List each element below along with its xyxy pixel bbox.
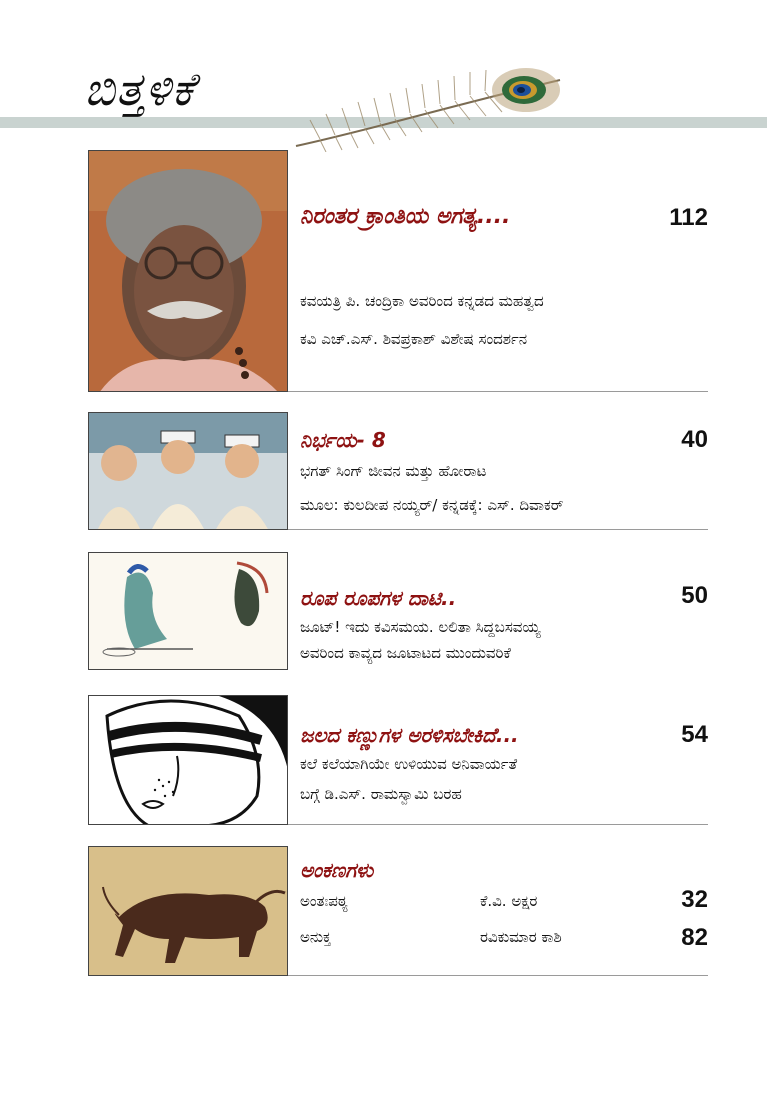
- entry-description: ಜೂಟ್! ಇದು ಕವಿಸಮಯ. ಲಲಿತಾ ಸಿದ್ದಬಸವಯ್ಯ: [300, 618, 541, 636]
- divider: [288, 391, 708, 392]
- bull-illustration: [88, 846, 288, 976]
- masthead-title: ಬಿತ್ತಳಿಕೆ: [84, 62, 195, 116]
- toc-entry[interactable]: [88, 552, 708, 670]
- divider: [288, 824, 708, 825]
- entry-title: ಜಲದ ಕಣ್ಣುಗಳ ಅರಳಿಸಬೇಕಿದೆ...: [300, 723, 519, 747]
- masthead: [0, 0, 767, 150]
- entry-description: ಅವರಿಂದ ಕಾವ್ಯದ ಜೂಟಾಟದ ಮುಂದುವರಿಕೆ: [300, 644, 511, 662]
- entry-description: ಮೂಲ: ಕುಲದೀಪ ನಯ್ಯರ್/ ಕನ್ನಡಕ್ಕೆ: ಎಸ್. ದಿವಾಕರ್: [300, 496, 564, 514]
- entry-description: ಭಗತ್ ಸಿಂಗ್ ಜೀವನ ಮತ್ತು ಹೋರಾಟ: [300, 462, 487, 480]
- peacock-feather-icon: [290, 60, 570, 152]
- entry-page-number: 54: [681, 721, 708, 748]
- columns-heading: ಅಂಕಣಗಳು: [300, 858, 374, 882]
- column-page-number: 32: [681, 886, 708, 913]
- entry-description: ಬಗ್ಗೆ ಡಿ.ಎಸ್. ರಾಮಸ್ವಾಮಿ ಬರಹ: [300, 785, 462, 803]
- divider: [288, 529, 708, 530]
- column-name: ಅನುಕ್ತ: [300, 928, 332, 946]
- entry-illustration: [88, 695, 288, 825]
- columns-section: [88, 846, 708, 976]
- entry-illustration: [88, 412, 288, 530]
- column-author: ರವಿಕುಮಾರ ಕಾಶಿ: [480, 928, 562, 946]
- entry-description: ಕಲೆ ಕಲೆಯಾಗಿಯೇ ಉಳಿಯುವ ಅನಿವಾರ್ಯತೆ: [300, 755, 518, 773]
- toc-entry[interactable]: [88, 695, 708, 825]
- entry-title: ರೂಪ ರೂಪಗಳ ದಾಟಿ..: [300, 586, 457, 610]
- entry-page-number: 50: [681, 582, 708, 609]
- entry-title: ನಿರ್ಭಯ- 8: [300, 428, 386, 452]
- column-name: ಅಂತಃಪಠ್ಯ: [300, 892, 348, 910]
- entry-description: ಕವಯತ್ರಿ ಪಿ. ಚಂದ್ರಿಕಾ ಅವರಿಂದ ಕನ್ನಡದ ಮಹತ್ವದ: [300, 292, 544, 310]
- entry-illustration: [88, 552, 288, 670]
- entry-photo: [88, 150, 288, 392]
- toc-entry[interactable]: [88, 412, 708, 530]
- entry-title: ನಿರಂತರ ಕ್ರಾಂತಿಯ ಅಗತ್ಯ....: [300, 204, 511, 229]
- entry-page-number: 40: [681, 426, 708, 453]
- column-page-number: 82: [681, 924, 708, 951]
- entry-description: ಕವಿ ಎಚ್.ಎಸ್. ಶಿವಪ್ರಕಾಶ್ ವಿಶೇಷ ಸಂದರ್ಶನ: [300, 330, 528, 348]
- divider: [288, 975, 708, 976]
- entry-page-number: 112: [669, 204, 708, 231]
- toc-entry[interactable]: [88, 150, 708, 392]
- column-author: ಕೆ.ವಿ. ಅಕ್ಷರ: [480, 892, 538, 910]
